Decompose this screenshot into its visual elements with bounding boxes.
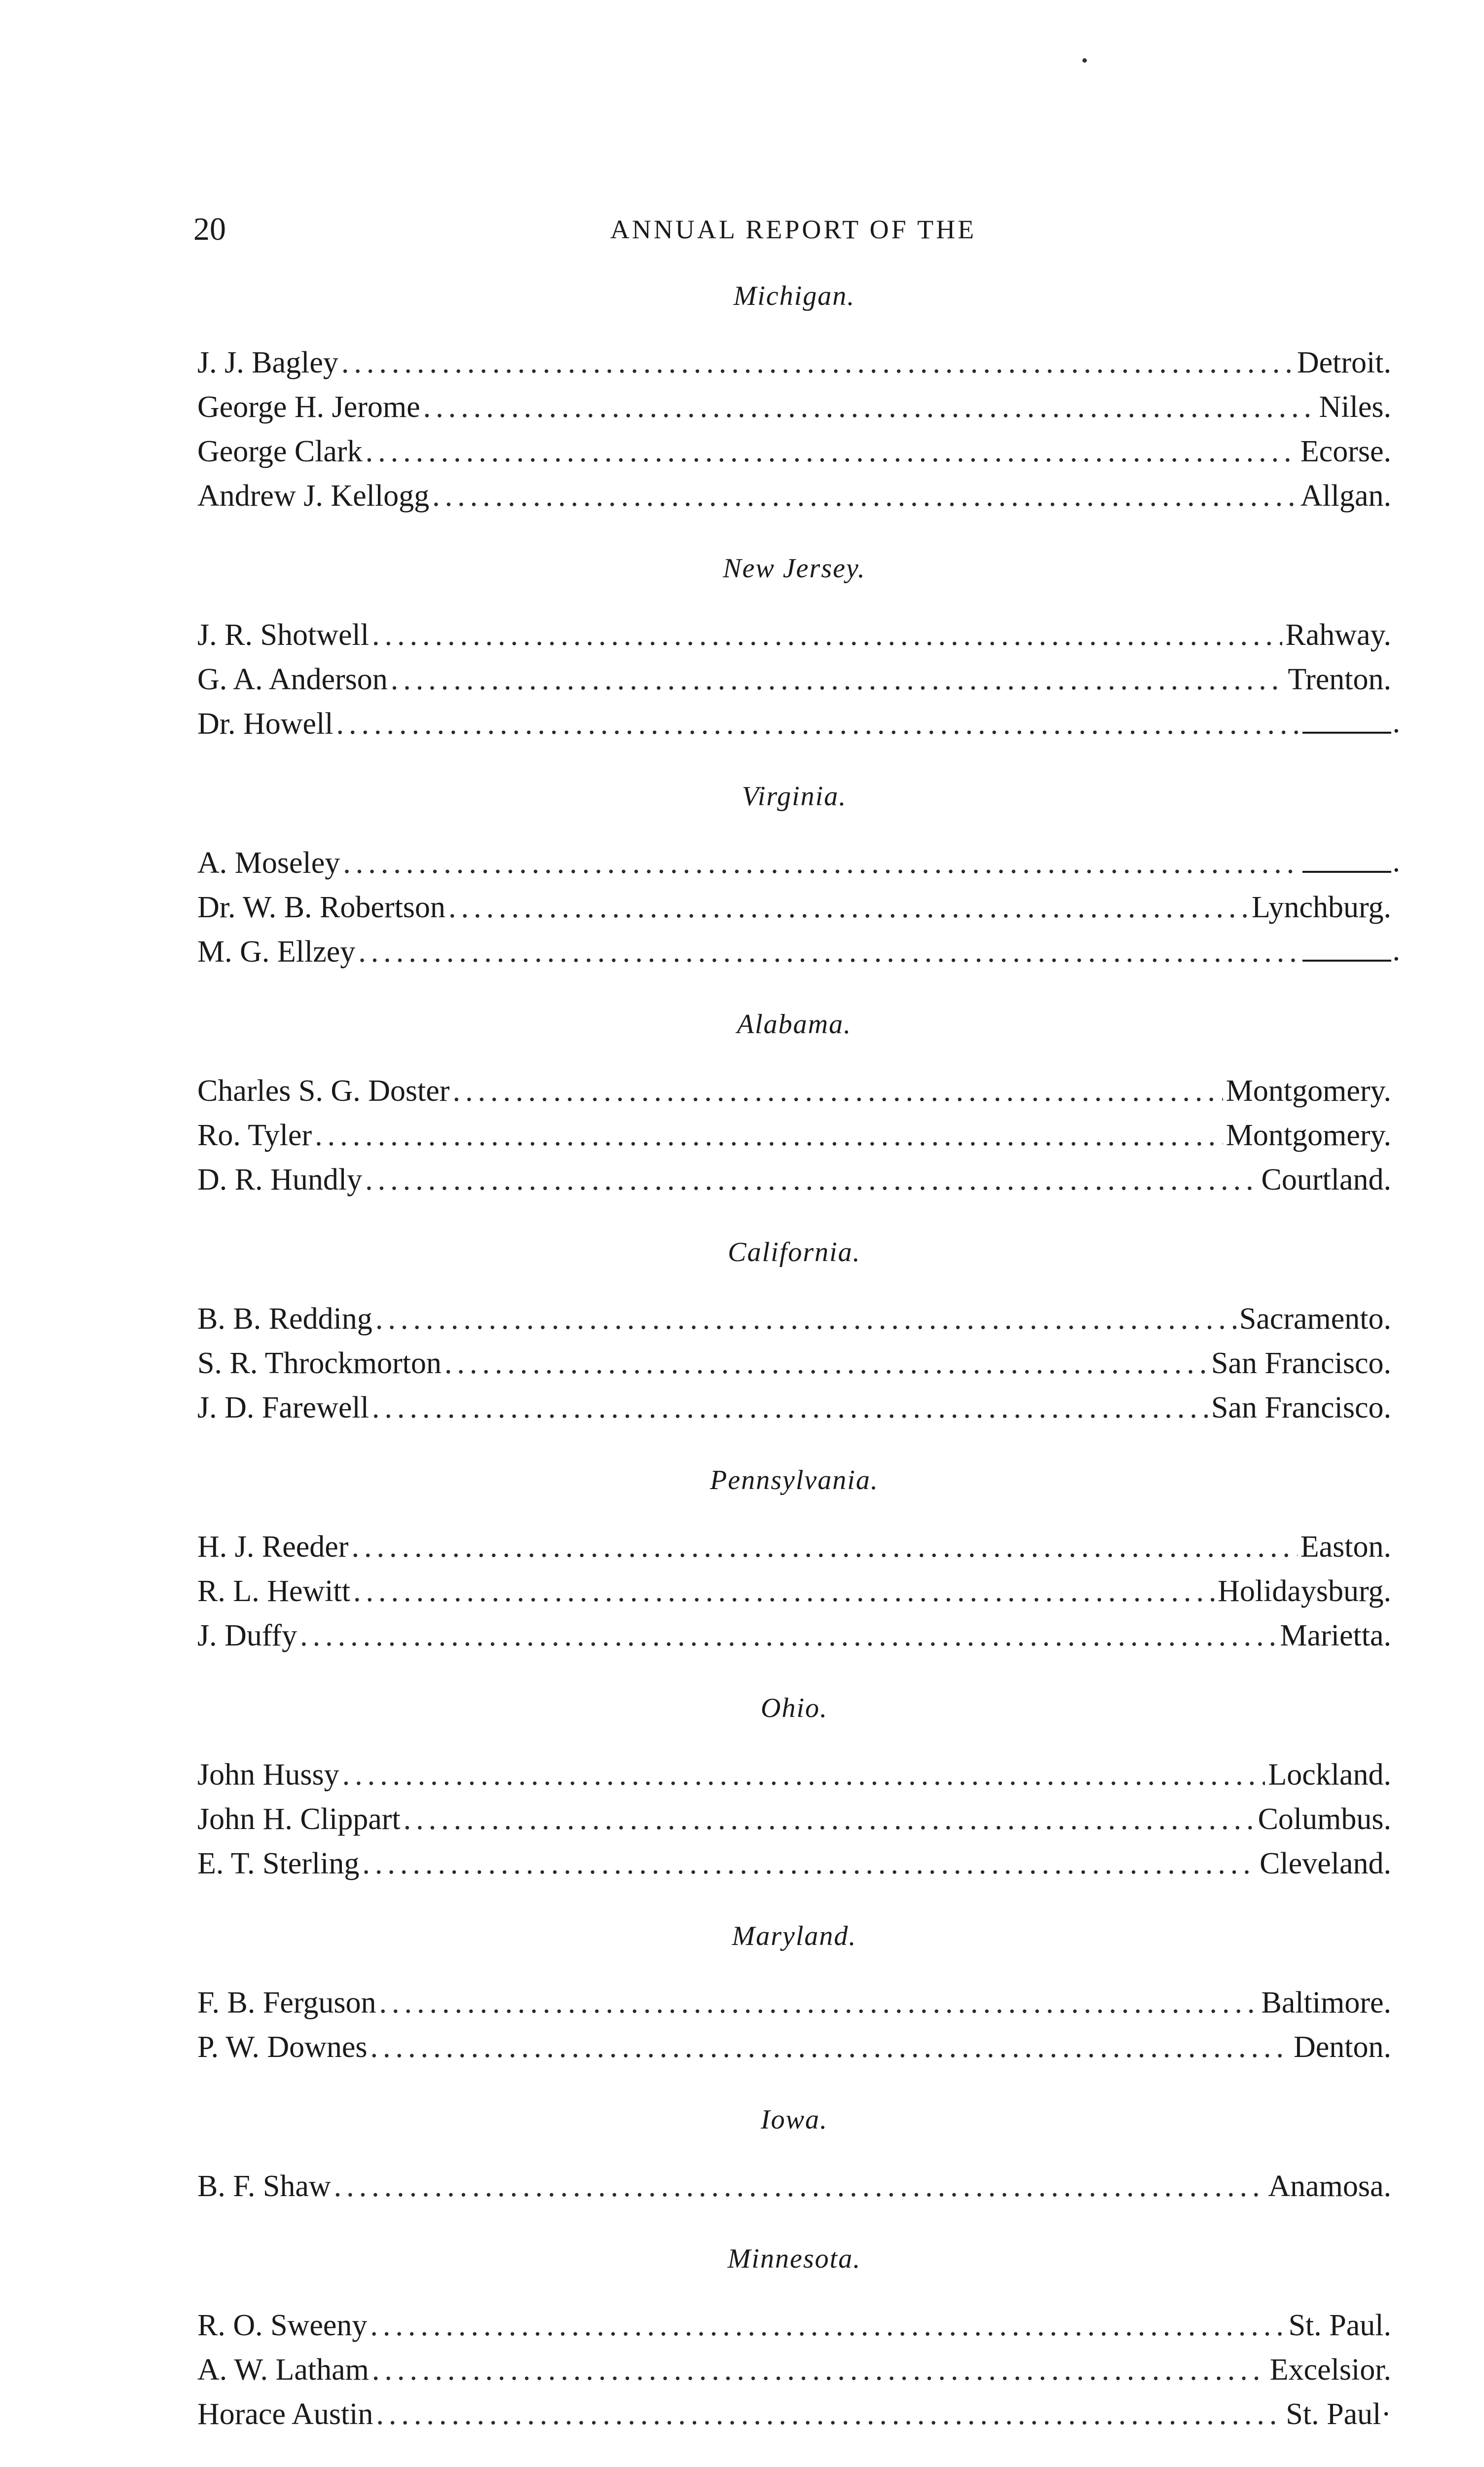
member-entry: [197, 1613, 1391, 1658]
member-place: Easton.: [1300, 1530, 1391, 1564]
dot-leader: [334, 2164, 1265, 2208]
section-title: California.: [728, 1237, 861, 1268]
member-place: Sacramento.: [1239, 1302, 1391, 1336]
dot-leader: [445, 1341, 1208, 1385]
place-blank-line: [1302, 871, 1391, 873]
member-name: Horace Austin: [197, 2397, 373, 2431]
dot-leader: [376, 2392, 1283, 2436]
member-place: Baltimore.: [1261, 1986, 1391, 2019]
member-entry: [197, 1113, 1391, 1158]
member-entry: [197, 2164, 1391, 2208]
member-name: Charles S. G. Doster: [197, 1074, 450, 1108]
dot-leader: [432, 474, 1298, 518]
running-head: ANNUAL REPORT OF THE: [610, 215, 977, 244]
member-name: J. Duffy: [197, 1619, 297, 1652]
member-name: Dr. Howell: [197, 707, 334, 741]
member-name: John H. Clippart: [197, 1802, 401, 1836]
dot-leader: [372, 613, 1282, 657]
dot-leader: [362, 1841, 1257, 1886]
member-name: B. B. Redding: [197, 1302, 372, 1336]
dot-leader: [370, 2303, 1285, 2348]
dot-leader: [353, 1569, 1215, 1613]
member-place: Detroit.: [1297, 346, 1391, 379]
member-place: Montgomery.: [1225, 1119, 1391, 1152]
member-entry: [197, 702, 1391, 746]
member-name: P. W. Downes: [197, 2030, 368, 2064]
member-place: St. Paul·: [1286, 2397, 1391, 2431]
section-title: Iowa.: [761, 2104, 828, 2135]
member-name: F. B. Ferguson: [197, 1986, 376, 2019]
member-entry: [197, 1297, 1391, 1341]
place-blank-line: [1302, 732, 1391, 734]
section-title: Minnesota.: [727, 2243, 861, 2274]
section-title: Ohio.: [761, 1693, 828, 1723]
dot-leader: [365, 1158, 1258, 1202]
place-blank-line: [1302, 960, 1391, 962]
member-entry: [197, 885, 1391, 930]
member-entry: [197, 340, 1391, 385]
member-name: J. D. Farewell: [197, 1391, 369, 1424]
member-name: Andrew J. Kellogg: [197, 479, 430, 513]
member-name: A. Moseley: [197, 846, 340, 880]
member-place: Niles.: [1319, 390, 1391, 424]
section-title: New Jersey.: [723, 553, 866, 584]
member-place: Excelsior.: [1269, 2353, 1391, 2387]
member-place: San Francisco.: [1211, 1346, 1391, 1380]
member-place: Courtland.: [1261, 1163, 1391, 1196]
member-name: G. A. Anderson: [197, 663, 388, 696]
state-section-maryland: [197, 1916, 1391, 2069]
section-title: Michigan.: [733, 281, 855, 311]
member-entry: [197, 474, 1391, 518]
member-name: George Clark: [197, 435, 363, 468]
dot-leader: [448, 885, 1249, 930]
member-place: Holidaysburg.: [1218, 1574, 1391, 1608]
member-name: George H. Jerome: [197, 390, 420, 424]
member-entry: [197, 1158, 1391, 1202]
member-name: B. F. Shaw: [197, 2169, 331, 2203]
member-place: Allgan.: [1300, 479, 1391, 513]
state-section-new-jersey: [197, 549, 1391, 746]
member-entry: [197, 2025, 1391, 2069]
dot-leader: [351, 1525, 1297, 1569]
member-place: Rahway.: [1285, 618, 1391, 652]
dot-leader: [404, 1797, 1255, 1841]
state-section-ohio: [197, 1688, 1391, 1886]
member-place: San Francisco.: [1211, 1391, 1391, 1424]
member-entry: [197, 1385, 1391, 1430]
state-section-iowa: [197, 2100, 1391, 2208]
member-entry: [197, 1341, 1391, 1385]
member-place: Lynchburg.: [1252, 891, 1391, 924]
member-entry: [197, 1981, 1391, 2025]
member-place: Cleveland.: [1260, 1847, 1391, 1880]
member-place: Ecorse.: [1300, 435, 1391, 468]
member-place: Anamosa.: [1268, 2169, 1391, 2203]
state-section-virginia: [197, 777, 1391, 974]
page-header: [193, 207, 1393, 252]
member-entry: [197, 657, 1391, 702]
member-place: Denton.: [1293, 2030, 1391, 2064]
section-title: Alabama.: [737, 1009, 852, 1040]
state-section-michigan: [197, 276, 1391, 518]
member-place: Trenton.: [1288, 663, 1391, 696]
member-entry: [197, 429, 1391, 474]
member-name: R. L. Hewitt: [197, 1574, 350, 1608]
dot-leader: [372, 2348, 1267, 2392]
dot-leader: [391, 657, 1285, 702]
state-section-alabama: [197, 1005, 1391, 1202]
member-name: J. R. Shotwell: [197, 618, 369, 652]
dot-leader: [342, 1753, 1265, 1797]
dot-leader: [366, 429, 1298, 474]
member-name: E. T. Sterling: [197, 1847, 360, 1880]
member-name: Dr. W. B. Robertson: [197, 891, 445, 924]
dot-leader: [372, 1385, 1208, 1430]
dot-leader: [371, 2025, 1291, 2069]
member-entry: [197, 2303, 1391, 2348]
member-entry: [197, 2348, 1391, 2392]
dot-leader: [358, 930, 1299, 974]
member-entry: [197, 1841, 1391, 1886]
dot-leader: [375, 1297, 1236, 1341]
section-title: Maryland.: [732, 1921, 857, 1951]
member-name: A. W. Latham: [197, 2353, 369, 2387]
state-section-pennsylvania: [197, 1460, 1391, 1658]
member-name: John Hussy: [197, 1758, 339, 1792]
member-place: Montgomery.: [1225, 1074, 1391, 1108]
member-entry: [197, 1797, 1391, 1841]
paper-speck: [1082, 58, 1087, 63]
member-name: D. R. Hundly: [197, 1163, 363, 1196]
member-name: J. J. Bagley: [197, 346, 338, 379]
state-section-california: [197, 1233, 1391, 1430]
member-entry: [197, 1569, 1391, 1613]
dot-leader: [336, 702, 1299, 746]
section-title: Pennsylvania.: [710, 1465, 879, 1495]
member-name: R. O. Sweeny: [197, 2309, 368, 2342]
dot-leader: [423, 385, 1316, 429]
member-place: Marietta.: [1280, 1619, 1391, 1652]
dot-leader: [300, 1613, 1277, 1658]
section-title: Virginia.: [742, 781, 847, 812]
dot-leader: [343, 841, 1299, 885]
member-entry: [197, 1525, 1391, 1569]
state-section-minnesota: [197, 2239, 1391, 2436]
member-name: M. G. Ellzey: [197, 935, 356, 969]
member-entry: [197, 1069, 1391, 1113]
member-entry: [197, 841, 1391, 885]
member-entry: [197, 613, 1391, 657]
dot-leader: [315, 1113, 1223, 1158]
member-entry: [197, 1753, 1391, 1797]
member-place: St. Paul.: [1288, 2309, 1391, 2342]
member-entry: [197, 385, 1391, 429]
member-entry: [197, 930, 1391, 974]
member-place: Columbus.: [1258, 1802, 1391, 1836]
member-place: Lockland.: [1268, 1758, 1391, 1792]
page-number: 20: [193, 211, 226, 247]
member-name: S. R. Throckmorton: [197, 1346, 442, 1380]
member-name: H. J. Reeder: [197, 1530, 349, 1564]
dot-leader: [379, 1981, 1259, 2025]
member-list: [197, 276, 1391, 2467]
dot-leader: [452, 1069, 1223, 1113]
member-entry: [197, 2392, 1391, 2436]
member-name: Ro. Tyler: [197, 1119, 312, 1152]
dot-leader: [341, 340, 1294, 385]
